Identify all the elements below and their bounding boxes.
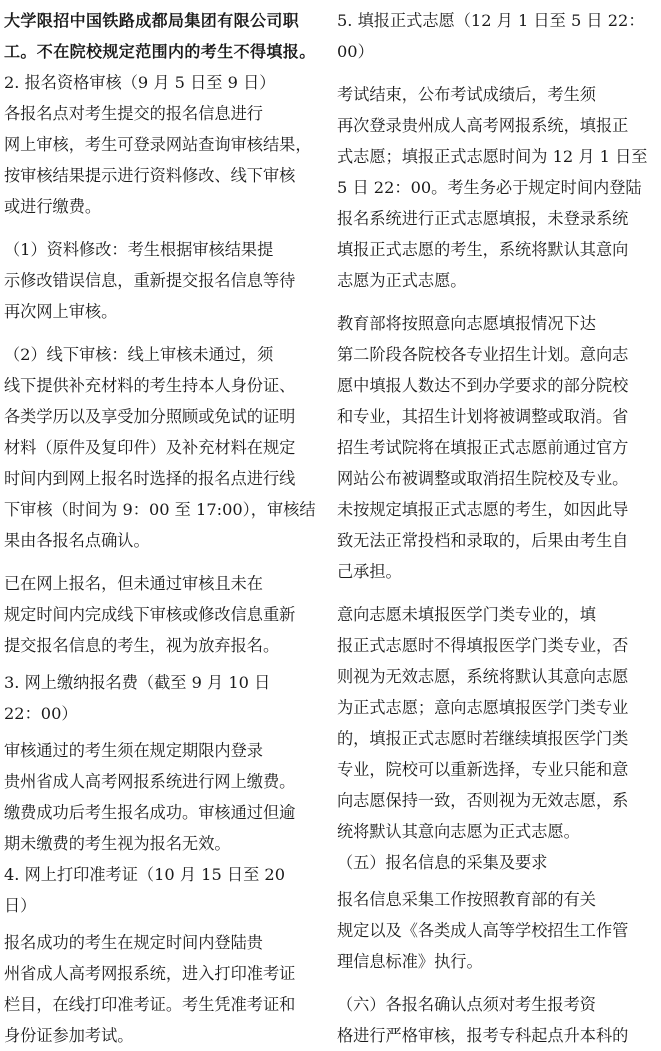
paragraph-line: 州省成人高考网报系统，进入打印准考证 bbox=[4, 964, 296, 983]
paragraph-line: 网上审核，考生可登录网站查询审核结果， bbox=[4, 135, 312, 154]
paragraph-line: 己承担。 bbox=[337, 562, 402, 581]
intro-line: 工。不在院校规定范围内的考生不得填报。 bbox=[4, 42, 316, 61]
paragraph-line: 缴费成功后考生报名成功。审核通过但逾 bbox=[4, 803, 296, 822]
paragraph-line: 则视为无效志愿，系统将默认其意向志愿 bbox=[337, 667, 629, 686]
paragraph-line: 再次网上审核。 bbox=[4, 302, 118, 321]
paragraph-line: 审核通过的考生须在规定期限内登录 bbox=[4, 741, 263, 760]
intro-line: 大学限招中国铁路成都局集团有限公司职 bbox=[4, 11, 300, 30]
right-column bbox=[337, 5, 655, 1051]
paragraph-line: 愿中填报人数达不到办学要求的部分院校 bbox=[337, 376, 629, 395]
left-column bbox=[4, 5, 322, 1051]
paragraph-line: 按审核结果提示进行资料修改、线下审核 bbox=[4, 166, 296, 185]
paragraph-line: 材料（原件及复印件）及补充材料在规定 bbox=[4, 438, 296, 457]
section5-heading: （五）报名信息的采集及要求 bbox=[337, 853, 548, 872]
paragraph-line: 示修改错误信息，重新提交报名信息等待 bbox=[4, 271, 296, 290]
paragraph-line: 报名系统进行正式志愿填报，未登录系统 bbox=[337, 209, 629, 228]
paragraph-line: 未按规定填报正式志愿的考生，如因此导 bbox=[337, 500, 629, 519]
paragraph-line: 向志愿保持一致，否则视为无效志愿，系 bbox=[337, 791, 629, 810]
paragraph-line: 时间内到网上报名时选择的报名点进行线 bbox=[4, 469, 296, 488]
paragraph-line: 考试结束，公布考试成绩后，考生须 bbox=[337, 85, 596, 104]
paragraph-line: 各报名点对考生提交的报名信息进行 bbox=[4, 104, 263, 123]
paragraph-line: 身份证参加考试。 bbox=[4, 1026, 134, 1045]
paragraph-line: 招生考试院将在填报正式志愿前通过官方 bbox=[337, 438, 629, 457]
paragraph-line: 各类学历以及享受加分照顾或免试的证明 bbox=[4, 407, 296, 426]
step5-heading: 5. 填报正式志愿（12 月 1 日至 5 日 22： bbox=[337, 11, 645, 30]
paragraph-line: 报正式志愿时不得填报医学门类专业，否 bbox=[337, 636, 629, 655]
paragraph-line: 下审核（时间为 9：00 至 17:00），审核结 bbox=[4, 500, 316, 519]
paragraph-line: 或进行缴费。 bbox=[4, 197, 102, 216]
paragraph-line: 意向志愿未填报医学门类专业的，填 bbox=[337, 605, 596, 624]
paragraph-line: 理信息标准》执行。 bbox=[337, 952, 483, 971]
paragraph-line: 期未缴费的考生视为报名无效。 bbox=[4, 834, 231, 853]
paragraph-line: 果由各报名点确认。 bbox=[4, 531, 150, 550]
paragraph-line: 专业，院校可以重新选择，专业只能和意 bbox=[337, 760, 629, 779]
paragraph-line: 贵州省成人高考网报系统进行网上缴费。 bbox=[4, 772, 296, 791]
paragraph-line: 线下提供补充材料的考生持本人身份证、 bbox=[4, 376, 296, 395]
paragraph-line: （1）资料修改：考生根据审核结果提 bbox=[4, 240, 274, 259]
paragraph-line: 规定以及《各类成人高等学校招生工作管 bbox=[337, 921, 629, 940]
paragraph-line: 教育部将按照意向志愿填报情况下达 bbox=[337, 314, 596, 333]
paragraph-line: 和专业，其招生计划将被调整或取消。省 bbox=[337, 407, 629, 426]
step5-heading: 00） bbox=[337, 42, 374, 61]
paragraph-line: 报名信息采集工作按照教育部的有关 bbox=[337, 890, 596, 909]
paragraph-line: 栏目，在线打印准考证。考生凭准考证和 bbox=[4, 995, 296, 1014]
step4-heading: 日） bbox=[4, 896, 37, 915]
paragraph-line: 已在网上报名，但未通过审核且未在 bbox=[4, 574, 263, 593]
paragraph-line: 式志愿；填报正式志愿时间为 12 月 1 日至 bbox=[337, 147, 648, 166]
paragraph-line: 第二阶段各院校各专业招生计划。意向志 bbox=[337, 345, 629, 364]
paragraph-line: 5 日 22：00。考生务必于规定时间内登陆 bbox=[337, 178, 642, 197]
paragraph-line: 填报正式志愿的考生，系统将默认其意向 bbox=[337, 240, 629, 259]
step4-heading: 4. 网上打印准考证（10 月 15 日至 20 bbox=[4, 865, 286, 884]
paragraph-line: 的，填报正式志愿时若继续填报医学门类 bbox=[337, 729, 629, 748]
paragraph-line: 为正式志愿；意向志愿填报医学门类专业 bbox=[337, 698, 629, 717]
paragraph-line: 再次登录贵州成人高考网报系统，填报正 bbox=[337, 116, 629, 135]
step2-heading: 2. 报名资格审核（9 月 5 日至 9 日） bbox=[4, 73, 276, 92]
paragraph-line: 报名成功的考生在规定时间内登陆贵 bbox=[4, 933, 263, 952]
paragraph-line: 规定时间内完成线下审核或修改信息重新 bbox=[4, 605, 296, 624]
step3-heading: 3. 网上缴纳报名费（截至 9 月 10 日 bbox=[4, 673, 271, 692]
paragraph-line: 网站公布被调整或取消招生院校及专业。 bbox=[337, 469, 629, 488]
paragraph-line: （2）线下审核：线上审核未通过，须 bbox=[4, 345, 274, 364]
paragraph-line: 格进行严格审核，报考专科起点升本科的 bbox=[337, 1026, 629, 1045]
paragraph-line: 志愿为正式志愿。 bbox=[337, 271, 467, 290]
paragraph-line: 统将默认其意向志愿为正式志愿。 bbox=[337, 822, 580, 841]
step3-heading: 22：00） bbox=[4, 704, 78, 723]
paragraph-line: 提交报名信息的考生，视为放弃报名。 bbox=[4, 636, 280, 655]
paragraph-line: （六）各报名确认点须对考生报考资 bbox=[337, 995, 596, 1014]
paragraph-line: 致无法正常投档和录取的，后果由考生自 bbox=[337, 531, 629, 550]
